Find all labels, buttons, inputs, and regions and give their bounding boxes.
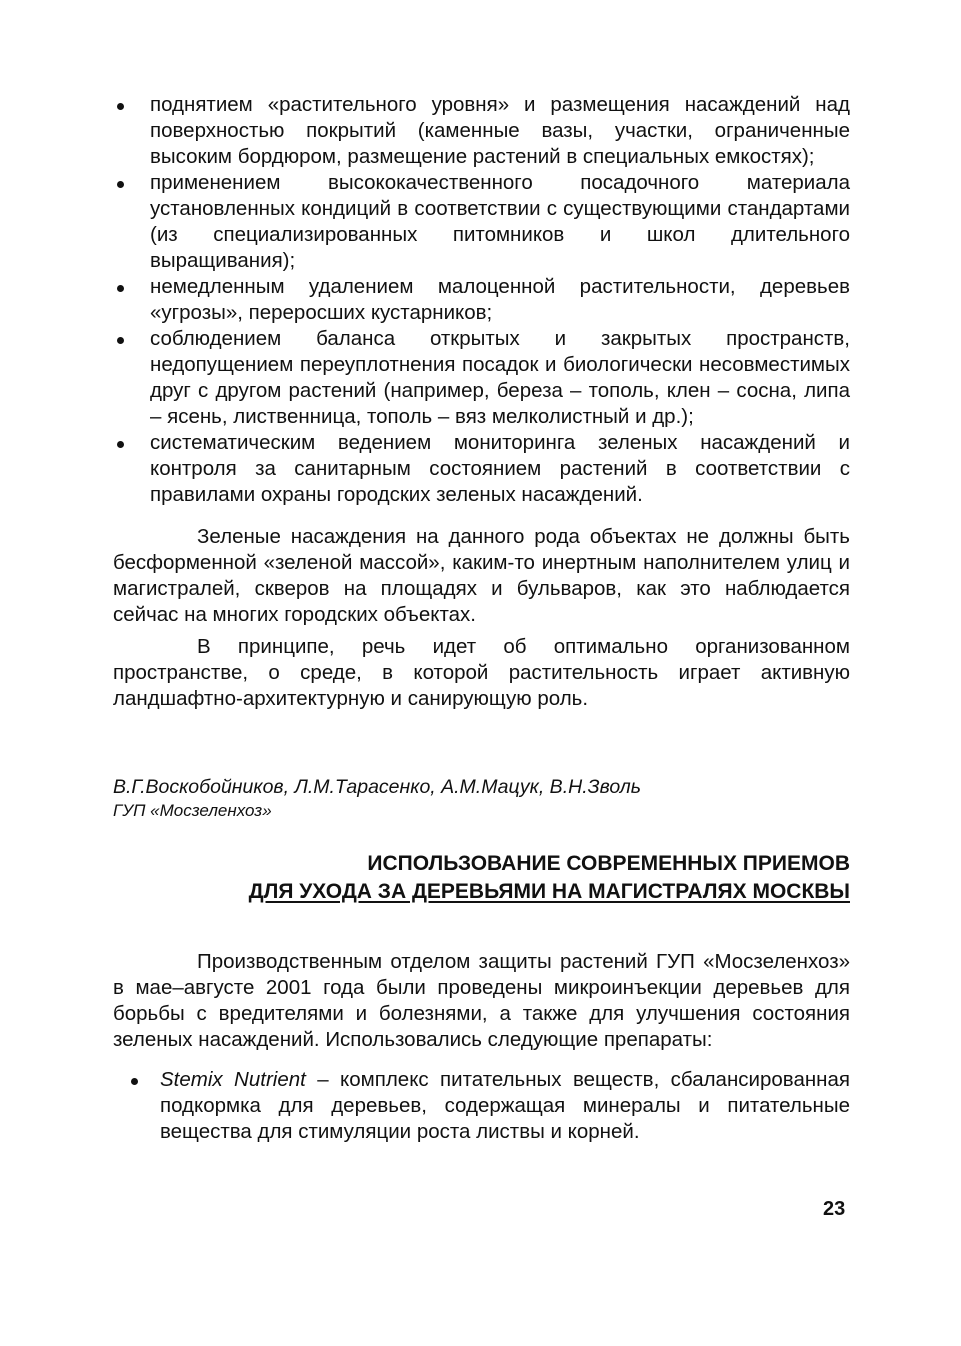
article-organization: ГУП «Мосзеленхоз» [113,801,272,820]
bullet-icon [117,181,124,188]
article-body-paragraph: Производственным отделом защиты растений ГУП «Мосзеленхоз» в мае–августе 2001 года были проведены микроинъекции деревьев для борьбы с вредителями и болезнями, а также для улучшения состояния зеленых насаждений. Использовались следующие препараты: [113,950,850,1051]
bullet-icon [131,1078,138,1085]
paragraph: Зеленые насаждения на данного рода объектах не должны быть бесформенной «зеленой массой», каким-то инертным наполнителем улиц и магистралей, скверов на площадях и бульваров, как это наблюдается сейчас на многих городских объектах. [113,525,850,626]
list-item: систематическим ведением мониторинга зеленых насаждений и контроля за санитарным состоянием растений в соответствии с правилами охраны городских зеленых насаждений. [113,430,850,508]
article-title [113,850,850,906]
preparations-list [127,1067,850,1145]
intro-bullet-list [113,92,850,508]
list-item [127,1067,850,1145]
list-item: соблюдением баланса открытых и закрытых пространств, недопущением переуплотнения посадок и биологически несовместимых друг с другом растений (например, береза – тополь, клен – сосна, липа – ясень, лиственница, тополь – вяз мелколистный и др.); [113,326,850,430]
list-item: применением высококачественного посадочного материала установленных кондиций в соответствии с существующими стандартами (из специализированных питомников и школ длительного выращивания); [113,170,850,274]
page-number: 23 [823,1198,846,1220]
article-title-line: ИСПОЛЬЗОВАНИЕ СОВРЕМЕННЫХ ПРИЕМОВ [367,852,850,875]
article-authors: В.Г.Воскобойников, Л.М.Тарасенко, А.М.Мацук, В.Н.Зволь [113,776,641,798]
preparation-name: Stemix Nutrient [160,1068,306,1091]
bullet-icon [117,285,124,292]
paragraph: В принципе, речь идет об оптимально организованном пространстве, о среде, в которой растительность играет активную ландшафтно-архитектурную и санирующую роль. [113,635,850,710]
bullet-icon [117,441,124,448]
list-item: поднятием «растительного уровня» и размещения насаждений над поверхностью покрытий (каменные вазы, участки, ограниченные высоким бордюром, размещение растений в специальных емкостях); [113,92,850,170]
page-content [113,92,850,1145]
article-title-line: ДЛЯ УХОДА ЗА ДЕРЕВЬЯМИ НА МАГИСТРАЛЯХ МОСКВЫ [248,880,850,903]
list-item: немедленным удалением малоценной растительности, деревьев «угрозы», переросших кустарников; [113,274,850,326]
bullet-icon [117,103,124,110]
bullet-icon [117,337,124,344]
preparation-description: – комплекс питательных веществ, сбалансированная подкормка для деревьев, содержащая минералы и питательные вещества для стимуляции роста листвы и корней. [160,1068,850,1143]
